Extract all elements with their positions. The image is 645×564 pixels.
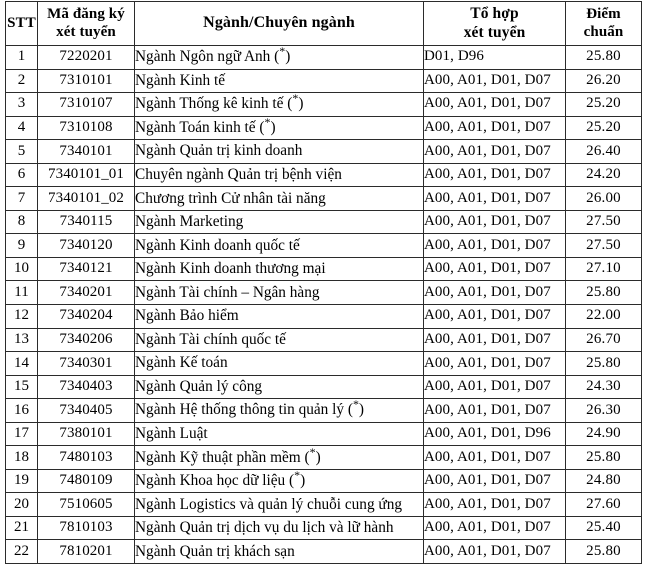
cell-stt: 7	[6, 187, 38, 211]
cell-subject-combination: A00, A01, D01, D07	[424, 116, 566, 140]
table-row	[6, 493, 642, 517]
cell-subject-combination: A00, A01, D01, D07	[424, 328, 566, 352]
cell-major-name: Ngành Kinh doanh quốc tế	[135, 234, 424, 258]
cell-registration-code: 7220201	[38, 46, 135, 70]
cell-subject-combination: A00, A01, D01, D07	[424, 234, 566, 258]
cell-registration-code: 7810201	[38, 540, 135, 564]
cell-registration-code: 7340301	[38, 352, 135, 376]
cell-major-name: Ngành Tài chính – Ngân hàng	[135, 281, 424, 305]
header-registration-code-line2: xét tuyển	[56, 23, 116, 40]
cell-subject-combination: A00, A01, D01, D07	[424, 399, 566, 423]
table-row	[6, 446, 642, 470]
cell-registration-code: 7310108	[38, 116, 135, 140]
cell-subject-combination: A00, A01, D01, D07	[424, 375, 566, 399]
cell-major-name: Ngành Quản lý công	[135, 375, 424, 399]
cell-registration-code: 7310101	[38, 69, 135, 93]
table-row	[6, 93, 642, 117]
header-row	[6, 2, 642, 46]
header-major	[135, 2, 424, 46]
cell-subject-combination: A00, A01, D01, D07	[424, 69, 566, 93]
header-benchmark-score-line1: Điểm	[586, 5, 621, 22]
cell-registration-code: 7340405	[38, 399, 135, 423]
cell-major-name: Ngành Marketing	[135, 210, 424, 234]
cell-major-name: Ngành Toán kinh tế (*)	[135, 116, 424, 140]
cell-benchmark-score: 27.60	[566, 493, 642, 517]
cell-registration-code: 7810103	[38, 516, 135, 540]
asterisk-marker: *	[264, 116, 271, 129]
cell-major-name: Ngành Logistics và quản lý chuỗi cung ứng	[135, 493, 424, 517]
cell-registration-code: 7480109	[38, 469, 135, 493]
cell-subject-combination: A00, A01, D01, D07	[424, 446, 566, 470]
cell-stt: 6	[6, 163, 38, 187]
cell-subject-combination: A00, A01, D01, D07	[424, 305, 566, 329]
cell-benchmark-score: 25.80	[566, 540, 642, 564]
cell-stt: 20	[6, 493, 38, 517]
cell-major-name: Ngành Bảo hiểm	[135, 305, 424, 329]
cell-registration-code: 7340201	[38, 281, 135, 305]
cell-subject-combination: A00, A01, D01, D07	[424, 163, 566, 187]
header-subject-combination	[424, 2, 566, 46]
cell-benchmark-score: 25.20	[566, 93, 642, 117]
cell-benchmark-score: 26.00	[566, 187, 642, 211]
cell-benchmark-score: 25.20	[566, 116, 642, 140]
cell-stt: 13	[6, 328, 38, 352]
asterisk-marker: *	[292, 92, 299, 106]
asterisk-marker: *	[309, 445, 316, 459]
cell-major-name: Ngành Kinh tế	[135, 69, 424, 93]
cell-major-name: Ngành Thống kê kinh tế (*)	[135, 93, 424, 117]
cell-stt: 15	[6, 375, 38, 399]
table-row	[6, 163, 642, 187]
cell-major-name: Ngành Khoa học dữ liệu (*)	[135, 469, 424, 493]
cell-subject-combination: A00, A01, D01, D07	[424, 516, 566, 540]
cell-major-name: Ngành Luật	[135, 422, 424, 446]
cell-stt: 9	[6, 234, 38, 258]
asterisk-marker: *	[352, 398, 359, 412]
cell-major-name: Ngành Hệ thống thông tin quản lý (*)	[135, 399, 424, 423]
cell-subject-combination: A00, A01, D01, D07	[424, 187, 566, 211]
cell-benchmark-score: 27.10	[566, 257, 642, 281]
header-major-label: Ngành/Chuyên ngành	[203, 14, 355, 32]
cell-subject-combination: A00, A01, D01, D07	[424, 257, 566, 281]
table-row	[6, 281, 642, 305]
table-row	[6, 375, 642, 399]
table-row	[6, 69, 642, 93]
cell-subject-combination: D01, D96	[424, 46, 566, 70]
cell-stt: 8	[6, 210, 38, 234]
header-registration-code	[38, 2, 135, 46]
cell-subject-combination: A00, A01, D01, D07	[424, 93, 566, 117]
table-row	[6, 469, 642, 493]
admissions-score-table	[5, 1, 642, 564]
cell-subject-combination: A00, A01, D01, D07	[424, 281, 566, 305]
cell-subject-combination: A00, A01, D01, D96	[424, 422, 566, 446]
header-stt	[6, 2, 38, 46]
cell-benchmark-score: 25.40	[566, 516, 642, 540]
cell-registration-code: 7340204	[38, 305, 135, 329]
cell-major-name: Chương trình Cử nhân tài năng	[135, 187, 424, 211]
cell-major-name: Chuyên ngành Quản trị bệnh viện	[135, 163, 424, 187]
cell-benchmark-score: 22.00	[566, 305, 642, 329]
table-row	[6, 540, 642, 564]
cell-subject-combination: A00, A01, D01, D07	[424, 210, 566, 234]
cell-stt: 12	[6, 305, 38, 329]
cell-stt: 16	[6, 399, 38, 423]
cell-major-name: Ngành Quản trị khách sạn	[135, 540, 424, 564]
cell-registration-code: 7340115	[38, 210, 135, 234]
cell-stt: 21	[6, 516, 38, 540]
cell-registration-code: 7340101_02	[38, 187, 135, 211]
table-row	[6, 328, 642, 352]
header-benchmark-score-line2: chuẩn	[583, 23, 624, 40]
cell-stt: 2	[6, 69, 38, 93]
table-row	[6, 305, 642, 329]
cell-benchmark-score: 26.40	[566, 140, 642, 164]
cell-major-name: Ngành Kinh doanh thương mại	[135, 257, 424, 281]
header-stt-label: STT	[7, 14, 36, 31]
cell-benchmark-score: 27.50	[566, 234, 642, 258]
header-subject-combination-line1: Tổ hợp	[470, 5, 519, 23]
cell-benchmark-score: 26.70	[566, 328, 642, 352]
cell-registration-code: 7340206	[38, 328, 135, 352]
cell-registration-code: 7340120	[38, 234, 135, 258]
table-header	[6, 2, 642, 46]
asterisk-marker: *	[279, 45, 286, 59]
cell-stt: 14	[6, 352, 38, 376]
table-row	[6, 140, 642, 164]
cell-subject-combination: A00, A01, D01, D07	[424, 469, 566, 493]
cell-benchmark-score: 26.30	[566, 399, 642, 423]
table-row	[6, 210, 642, 234]
cell-stt: 10	[6, 257, 38, 281]
cell-registration-code: 7340121	[38, 257, 135, 281]
cell-registration-code: 7340403	[38, 375, 135, 399]
table-row	[6, 399, 642, 423]
table-row	[6, 46, 642, 70]
cell-subject-combination: A00, A01, D01, D07	[424, 140, 566, 164]
header-subject-combination-line2: xét tuyển	[463, 23, 526, 41]
table-row	[6, 187, 642, 211]
cell-subject-combination: A00, A01, D01, D07	[424, 352, 566, 376]
table-row	[6, 422, 642, 446]
cell-stt: 3	[6, 93, 38, 117]
cell-stt: 17	[6, 422, 38, 446]
cell-benchmark-score: 25.80	[566, 46, 642, 70]
cell-registration-code: 7380101	[38, 422, 135, 446]
header-benchmark-score	[566, 2, 642, 46]
table-row	[6, 257, 642, 281]
cell-stt: 5	[6, 140, 38, 164]
cell-subject-combination: A00, A01, D01, D07	[424, 540, 566, 564]
cell-benchmark-score: 27.50	[566, 210, 642, 234]
cell-stt: 4	[6, 116, 38, 140]
cell-registration-code: 7310107	[38, 93, 135, 117]
table-row	[6, 352, 642, 376]
cell-benchmark-score: 24.90	[566, 422, 642, 446]
table-body	[6, 46, 642, 564]
cell-registration-code: 7340101	[38, 140, 135, 164]
cell-stt: 19	[6, 469, 38, 493]
cell-stt: 22	[6, 540, 38, 564]
cell-benchmark-score: 24.20	[566, 163, 642, 187]
cell-benchmark-score: 25.80	[566, 352, 642, 376]
cell-registration-code: 7480103	[38, 446, 135, 470]
cell-stt: 11	[6, 281, 38, 305]
table-row	[6, 116, 642, 140]
table-row	[6, 516, 642, 540]
cell-major-name: Ngành Kỹ thuật phần mềm (*)	[135, 446, 424, 470]
cell-major-name: Ngành Kế toán	[135, 352, 424, 376]
cell-registration-code: 7340101_01	[38, 163, 135, 187]
cell-subject-combination: A00, A01, D01, D07	[424, 493, 566, 517]
table-row	[6, 234, 642, 258]
cell-benchmark-score: 24.30	[566, 375, 642, 399]
cell-stt: 18	[6, 446, 38, 470]
cell-benchmark-score: 25.80	[566, 281, 642, 305]
cell-major-name: Ngành Quản trị dịch vụ du lịch và lữ hành	[135, 516, 424, 540]
cell-registration-code: 7510605	[38, 493, 135, 517]
cell-major-name: Ngành Ngôn ngữ Anh (*)	[135, 46, 424, 70]
cell-benchmark-score: 26.20	[566, 69, 642, 93]
cell-benchmark-score: 24.80	[566, 469, 642, 493]
cell-major-name: Ngành Quản trị kinh doanh	[135, 140, 424, 164]
cell-stt: 1	[6, 46, 38, 70]
header-registration-code-line1: Mã đăng ký	[47, 5, 125, 22]
asterisk-marker: *	[294, 469, 301, 482]
cell-benchmark-score: 25.80	[566, 446, 642, 470]
cell-major-name: Ngành Tài chính quốc tế	[135, 328, 424, 352]
